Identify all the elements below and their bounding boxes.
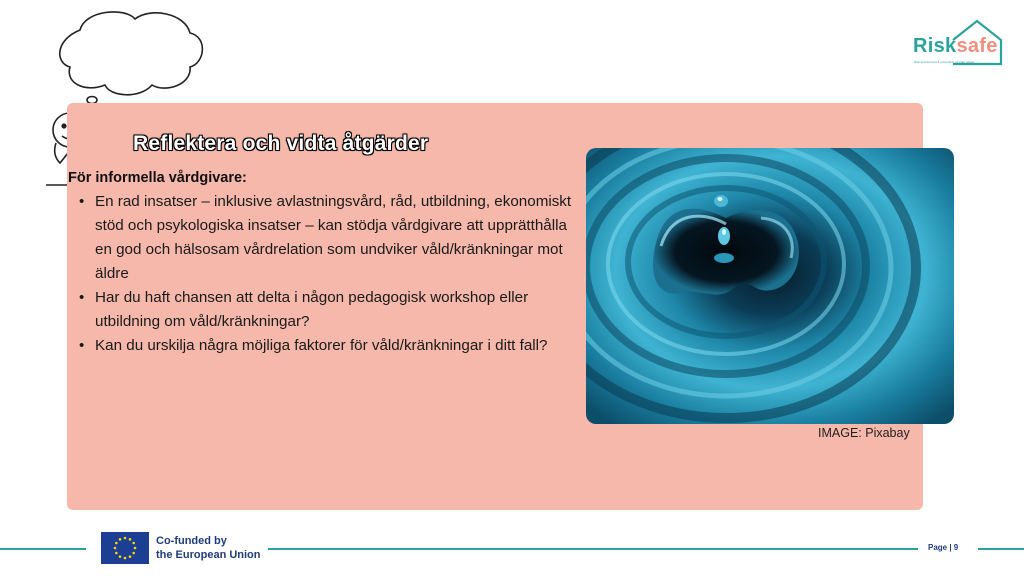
eu-line-2: the European Union: [156, 549, 261, 561]
eu-star-icon: [115, 542, 118, 545]
footer-line-middle: [268, 548, 918, 550]
thought-bubble-icon: [60, 12, 203, 111]
eu-cofunded-label: [156, 534, 261, 562]
logo-wordmark: [913, 35, 998, 58]
eu-star-icon: [124, 557, 127, 560]
page-number: Page | 9: [928, 543, 959, 552]
eu-star-icon: [119, 555, 122, 558]
eu-star-icon: [132, 542, 135, 545]
risksafe-logo: [905, 18, 1005, 70]
eu-star-icon: [124, 537, 127, 540]
eu-star-icon: [119, 538, 122, 541]
bullet-item: • Har du haft chansen att delta i någon pedagogisk workshop eller utbildning om våld/kränkningar?: [77, 286, 572, 334]
slide-title: Reflektera och vidta åtgärder: [133, 132, 429, 155]
eu-star-icon: [129, 538, 132, 541]
image-caption: IMAGE: Pixabay: [818, 426, 910, 440]
logo-safe-text: safe: [956, 35, 998, 57]
eu-flag-icon: [101, 532, 149, 564]
eu-star-icon: [114, 547, 117, 550]
logo-risk-text: Risk: [913, 35, 957, 57]
logo-tagline: Risk assessment & prevention of elder abuse: [914, 60, 975, 64]
subheading: För informella vårdgivare:: [68, 170, 247, 186]
bullet-item: • Kan du urskilja några möjliga faktorer för våld/kränkningar i ditt fall?: [77, 334, 572, 358]
bullet-item: • En rad insatser – inklusive avlastningsvård, råd, utbildning, ekonomiskt stöd och psykologiska insatser – kan stödja vårdgivare att upprätthålla en god och hälsosam vårdrelation som undviker våld/kränkningar mot äldre: [77, 190, 572, 286]
eu-star-icon: [134, 547, 137, 550]
bullet-list: [77, 190, 572, 358]
eu-star-icon: [115, 552, 118, 555]
eu-star-icon: [132, 552, 135, 555]
footer-line-right: [978, 548, 1024, 550]
footer-line-left: [0, 548, 86, 550]
eu-star-icon: [129, 555, 132, 558]
water-ripple-image: [586, 148, 954, 424]
eu-line-1: Co-funded by: [156, 535, 227, 547]
